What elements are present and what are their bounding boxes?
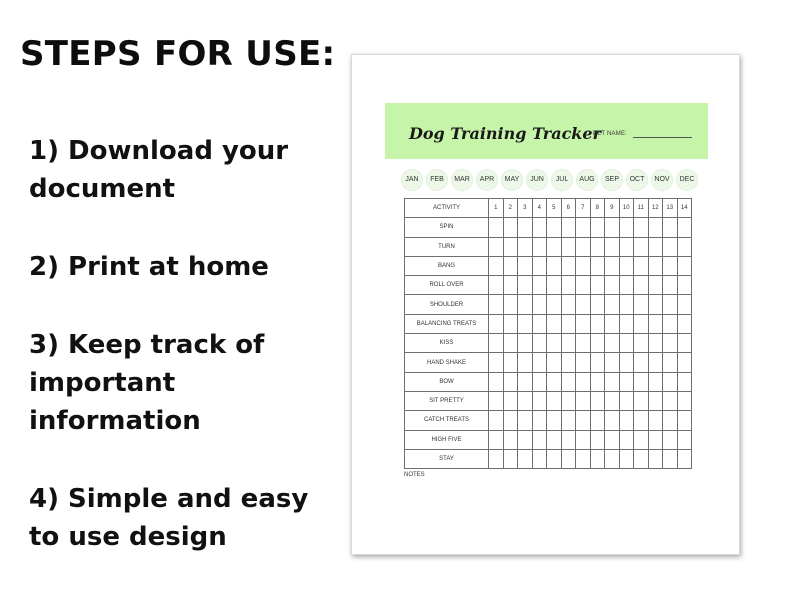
month-row: [401, 169, 698, 191]
tracking-cell: [532, 391, 547, 410]
tracking-cell: [634, 314, 649, 333]
tracking-cell: [648, 353, 663, 372]
table-row: [405, 314, 692, 333]
month-circle: JAN: [401, 169, 423, 191]
tracking-cell: [619, 372, 634, 391]
tracking-cell: [489, 391, 504, 410]
tracking-cell: [547, 237, 562, 256]
tracking-cell: [576, 256, 591, 275]
tracking-cell: [634, 391, 649, 410]
tracking-cell: [547, 353, 562, 372]
table-row: [405, 372, 692, 391]
tracking-cell: [561, 276, 576, 295]
tracking-cell: [489, 353, 504, 372]
tracking-cell: [634, 372, 649, 391]
step-item: [29, 480, 329, 556]
steps-list: [29, 132, 329, 596]
day-column-header: 5: [547, 199, 562, 218]
tracking-cell: [634, 237, 649, 256]
tracking-cell: [590, 276, 605, 295]
tracking-cell: [590, 430, 605, 449]
day-column-header: 9: [605, 199, 620, 218]
tracking-cell: [532, 237, 547, 256]
tracking-cell: [619, 295, 634, 314]
tracking-cell: [634, 295, 649, 314]
tracking-cell: [503, 449, 518, 468]
tracking-cell: [619, 449, 634, 468]
tracking-cell: [576, 372, 591, 391]
tracking-cell: [677, 295, 692, 314]
tracking-cell: [663, 295, 678, 314]
table-row: [405, 391, 692, 410]
day-column-header: 12: [648, 199, 663, 218]
tracking-cell: [648, 391, 663, 410]
tracking-cell: [677, 353, 692, 372]
tracking-cell: [663, 391, 678, 410]
tracking-cell: [619, 353, 634, 372]
tracking-cell: [547, 391, 562, 410]
tracking-cell: [590, 256, 605, 275]
tracking-cell: [634, 353, 649, 372]
step-item: [29, 326, 329, 440]
tracking-cell: [648, 218, 663, 237]
tracking-cell: [663, 237, 678, 256]
table-row: [405, 218, 692, 237]
tracking-cell: [677, 430, 692, 449]
activity-name-cell: BANG: [405, 256, 489, 275]
tracking-cell: [576, 218, 591, 237]
tracking-cell: [561, 411, 576, 430]
tracking-cell: [532, 256, 547, 275]
activity-column-header: ACTIVITY: [405, 199, 489, 218]
day-column-header: 14: [677, 199, 692, 218]
month-circle: SEP: [601, 169, 623, 191]
tracking-cell: [663, 353, 678, 372]
step-line: 2) Print at home: [29, 252, 269, 282]
tracking-cell: [663, 334, 678, 353]
tracking-cell: [619, 237, 634, 256]
page-heading: STEPS FOR USE:: [20, 34, 336, 74]
tracking-cell: [561, 391, 576, 410]
tracking-cell: [532, 372, 547, 391]
table-row: [405, 295, 692, 314]
tracking-cell: [576, 295, 591, 314]
tracking-cell: [532, 430, 547, 449]
day-column-header: 8: [590, 199, 605, 218]
day-column-header: 13: [663, 199, 678, 218]
tracking-cell: [518, 218, 533, 237]
tracking-cell: [605, 218, 620, 237]
tracking-cell: [619, 314, 634, 333]
tracking-cell: [518, 411, 533, 430]
activity-name-cell: BOW: [405, 372, 489, 391]
month-circle: OCT: [626, 169, 648, 191]
tracking-cell: [518, 430, 533, 449]
tracking-cell: [489, 218, 504, 237]
month-circle: JUN: [526, 169, 548, 191]
table-header-row: [405, 199, 692, 218]
tracking-cell: [619, 276, 634, 295]
tracking-cell: [648, 430, 663, 449]
tracking-cell: [648, 372, 663, 391]
tracking-cell: [561, 237, 576, 256]
tracking-cell: [590, 391, 605, 410]
activity-name-cell: KISS: [405, 334, 489, 353]
step-line: 4) Simple and easy: [29, 484, 309, 514]
tracking-cell: [605, 430, 620, 449]
month-circle: MAY: [501, 169, 523, 191]
tracking-cell: [532, 295, 547, 314]
table-row: [405, 430, 692, 449]
tracking-cell: [648, 276, 663, 295]
tracking-cell: [663, 430, 678, 449]
tracking-cell: [663, 372, 678, 391]
activity-table: [404, 198, 692, 469]
day-column-header: 2: [503, 199, 518, 218]
month-circle: NOV: [651, 169, 673, 191]
step-line: information: [29, 406, 201, 436]
tracking-cell: [532, 314, 547, 333]
tracking-cell: [518, 295, 533, 314]
tracking-cell: [547, 372, 562, 391]
tracking-cell: [634, 218, 649, 237]
tracking-cell: [677, 334, 692, 353]
tracking-cell: [503, 218, 518, 237]
tracking-cell: [590, 334, 605, 353]
tracking-cell: [648, 314, 663, 333]
tracking-cell: [634, 256, 649, 275]
tracking-cell: [532, 411, 547, 430]
tracking-cell: [663, 256, 678, 275]
tracking-cell: [576, 449, 591, 468]
tracking-cell: [518, 256, 533, 275]
tracking-cell: [489, 372, 504, 391]
tracker-title: Dog Training Tracker: [409, 124, 601, 143]
tracking-cell: [518, 353, 533, 372]
step-line: 1) Download your: [29, 136, 289, 166]
tracking-cell: [547, 256, 562, 275]
tracking-cell: [561, 314, 576, 333]
month-circle: APR: [476, 169, 498, 191]
tracking-cell: [605, 334, 620, 353]
tracking-cell: [619, 256, 634, 275]
tracking-cell: [576, 430, 591, 449]
tracking-cell: [576, 276, 591, 295]
tracking-cell: [576, 237, 591, 256]
tracking-cell: [561, 372, 576, 391]
step-line: 3) Keep track of: [29, 330, 265, 360]
tracking-cell: [561, 353, 576, 372]
tracking-cell: [561, 295, 576, 314]
tracking-cell: [503, 430, 518, 449]
tracking-cell: [489, 295, 504, 314]
table-row: [405, 334, 692, 353]
tracking-cell: [489, 449, 504, 468]
table-row: [405, 449, 692, 468]
activity-name-cell: HAND SHAKE: [405, 353, 489, 372]
tracking-cell: [532, 449, 547, 468]
day-column-header: 4: [532, 199, 547, 218]
tracking-cell: [503, 372, 518, 391]
day-column-header: 10: [619, 199, 634, 218]
step-line: to use design: [29, 522, 227, 552]
table-row: [405, 276, 692, 295]
tracking-cell: [677, 411, 692, 430]
tracking-cell: [489, 237, 504, 256]
tracking-cell: [518, 391, 533, 410]
tracking-cell: [634, 334, 649, 353]
table-row: [405, 353, 692, 372]
tracking-cell: [503, 391, 518, 410]
tracking-cell: [489, 276, 504, 295]
day-column-header: 3: [518, 199, 533, 218]
tracking-cell: [634, 449, 649, 468]
pet-name-line: [633, 137, 692, 138]
tracking-cell: [590, 218, 605, 237]
tracking-cell: [677, 218, 692, 237]
tracking-cell: [489, 430, 504, 449]
tracking-cell: [576, 314, 591, 333]
tracking-cell: [489, 411, 504, 430]
step-item: [29, 248, 329, 286]
tracking-cell: [590, 372, 605, 391]
activity-name-cell: ROLL OVER: [405, 276, 489, 295]
tracking-cell: [503, 353, 518, 372]
activity-name-cell: SPIN: [405, 218, 489, 237]
tracking-cell: [547, 430, 562, 449]
tracking-cell: [561, 334, 576, 353]
tracking-cell: [547, 449, 562, 468]
tracking-cell: [518, 276, 533, 295]
tracking-cell: [547, 314, 562, 333]
activity-name-cell: HIGH FIVE: [405, 430, 489, 449]
tracking-cell: [518, 372, 533, 391]
tracking-cell: [605, 411, 620, 430]
tracking-cell: [648, 237, 663, 256]
tracking-cell: [619, 411, 634, 430]
tracking-cell: [677, 372, 692, 391]
notes-label: NOTES: [404, 472, 425, 478]
activity-name-cell: STAY: [405, 449, 489, 468]
tracking-cell: [663, 276, 678, 295]
tracking-cell: [677, 237, 692, 256]
tracking-cell: [634, 411, 649, 430]
tracking-cell: [605, 391, 620, 410]
tracking-cell: [648, 411, 663, 430]
tracking-cell: [532, 353, 547, 372]
tracking-cell: [518, 237, 533, 256]
tracking-cell: [648, 256, 663, 275]
tracking-cell: [561, 256, 576, 275]
step-line: important: [29, 368, 176, 398]
tracking-cell: [503, 256, 518, 275]
month-circle: DEC: [676, 169, 698, 191]
activity-name-cell: SHOULDER: [405, 295, 489, 314]
tracking-cell: [503, 334, 518, 353]
tracking-cell: [663, 449, 678, 468]
tracking-cell: [590, 411, 605, 430]
tracking-cell: [489, 314, 504, 333]
tracking-cell: [590, 314, 605, 333]
activity-name-cell: CATCH TREATS: [405, 411, 489, 430]
tracking-cell: [605, 237, 620, 256]
tracking-cell: [576, 353, 591, 372]
month-circle: AUG: [576, 169, 598, 191]
tracking-cell: [605, 295, 620, 314]
tracking-cell: [489, 334, 504, 353]
tracking-cell: [619, 391, 634, 410]
tracking-cell: [489, 256, 504, 275]
tracking-cell: [663, 218, 678, 237]
tracking-cell: [561, 218, 576, 237]
table-row: [405, 411, 692, 430]
day-column-header: 1: [489, 199, 504, 218]
tracking-cell: [547, 334, 562, 353]
activity-name-cell: TURN: [405, 237, 489, 256]
tracker-sheet-preview: [351, 54, 740, 555]
tracking-cell: [576, 391, 591, 410]
day-column-header: 7: [576, 199, 591, 218]
tracking-cell: [663, 314, 678, 333]
step-line: document: [29, 174, 176, 204]
tracking-cell: [605, 449, 620, 468]
day-column-header: 6: [561, 199, 576, 218]
tracking-cell: [518, 449, 533, 468]
month-circle: MAR: [451, 169, 473, 191]
pet-name-label: PET NAME:: [593, 131, 628, 137]
tracking-cell: [634, 276, 649, 295]
tracking-cell: [619, 218, 634, 237]
tracking-cell: [648, 334, 663, 353]
activity-name-cell: BALANCING TREATS: [405, 314, 489, 333]
month-circle: FEB: [426, 169, 448, 191]
tracking-cell: [503, 314, 518, 333]
tracking-cell: [532, 334, 547, 353]
tracking-cell: [547, 218, 562, 237]
tracking-cell: [677, 256, 692, 275]
tracking-cell: [605, 314, 620, 333]
tracker-banner: [385, 103, 708, 159]
tracking-cell: [677, 276, 692, 295]
tracking-cell: [547, 411, 562, 430]
tracking-cell: [547, 295, 562, 314]
tracking-cell: [590, 237, 605, 256]
tracking-cell: [532, 218, 547, 237]
day-column-header: 11: [634, 199, 649, 218]
tracking-cell: [576, 411, 591, 430]
tracking-cell: [663, 411, 678, 430]
tracking-cell: [547, 276, 562, 295]
tracking-cell: [590, 295, 605, 314]
tracking-cell: [634, 430, 649, 449]
tracking-cell: [619, 430, 634, 449]
tracking-cell: [605, 372, 620, 391]
tracking-cell: [605, 353, 620, 372]
tracking-cell: [648, 449, 663, 468]
tracking-cell: [605, 256, 620, 275]
month-circle: JUL: [551, 169, 573, 191]
tracking-cell: [576, 334, 591, 353]
table-row: [405, 256, 692, 275]
tracking-cell: [518, 314, 533, 333]
tracking-cell: [605, 276, 620, 295]
tracking-cell: [561, 430, 576, 449]
tracking-cell: [503, 276, 518, 295]
tracking-cell: [677, 449, 692, 468]
activity-name-cell: SIT PRETTY: [405, 391, 489, 410]
step-item: [29, 132, 329, 208]
tracking-cell: [590, 353, 605, 372]
tracking-cell: [619, 334, 634, 353]
tracking-cell: [677, 391, 692, 410]
tracking-cell: [648, 295, 663, 314]
tracking-cell: [503, 237, 518, 256]
tracking-cell: [503, 295, 518, 314]
tracking-cell: [503, 411, 518, 430]
tracking-cell: [677, 314, 692, 333]
table-row: [405, 237, 692, 256]
tracking-cell: [590, 449, 605, 468]
tracking-cell: [532, 276, 547, 295]
tracking-cell: [518, 334, 533, 353]
tracking-cell: [561, 449, 576, 468]
